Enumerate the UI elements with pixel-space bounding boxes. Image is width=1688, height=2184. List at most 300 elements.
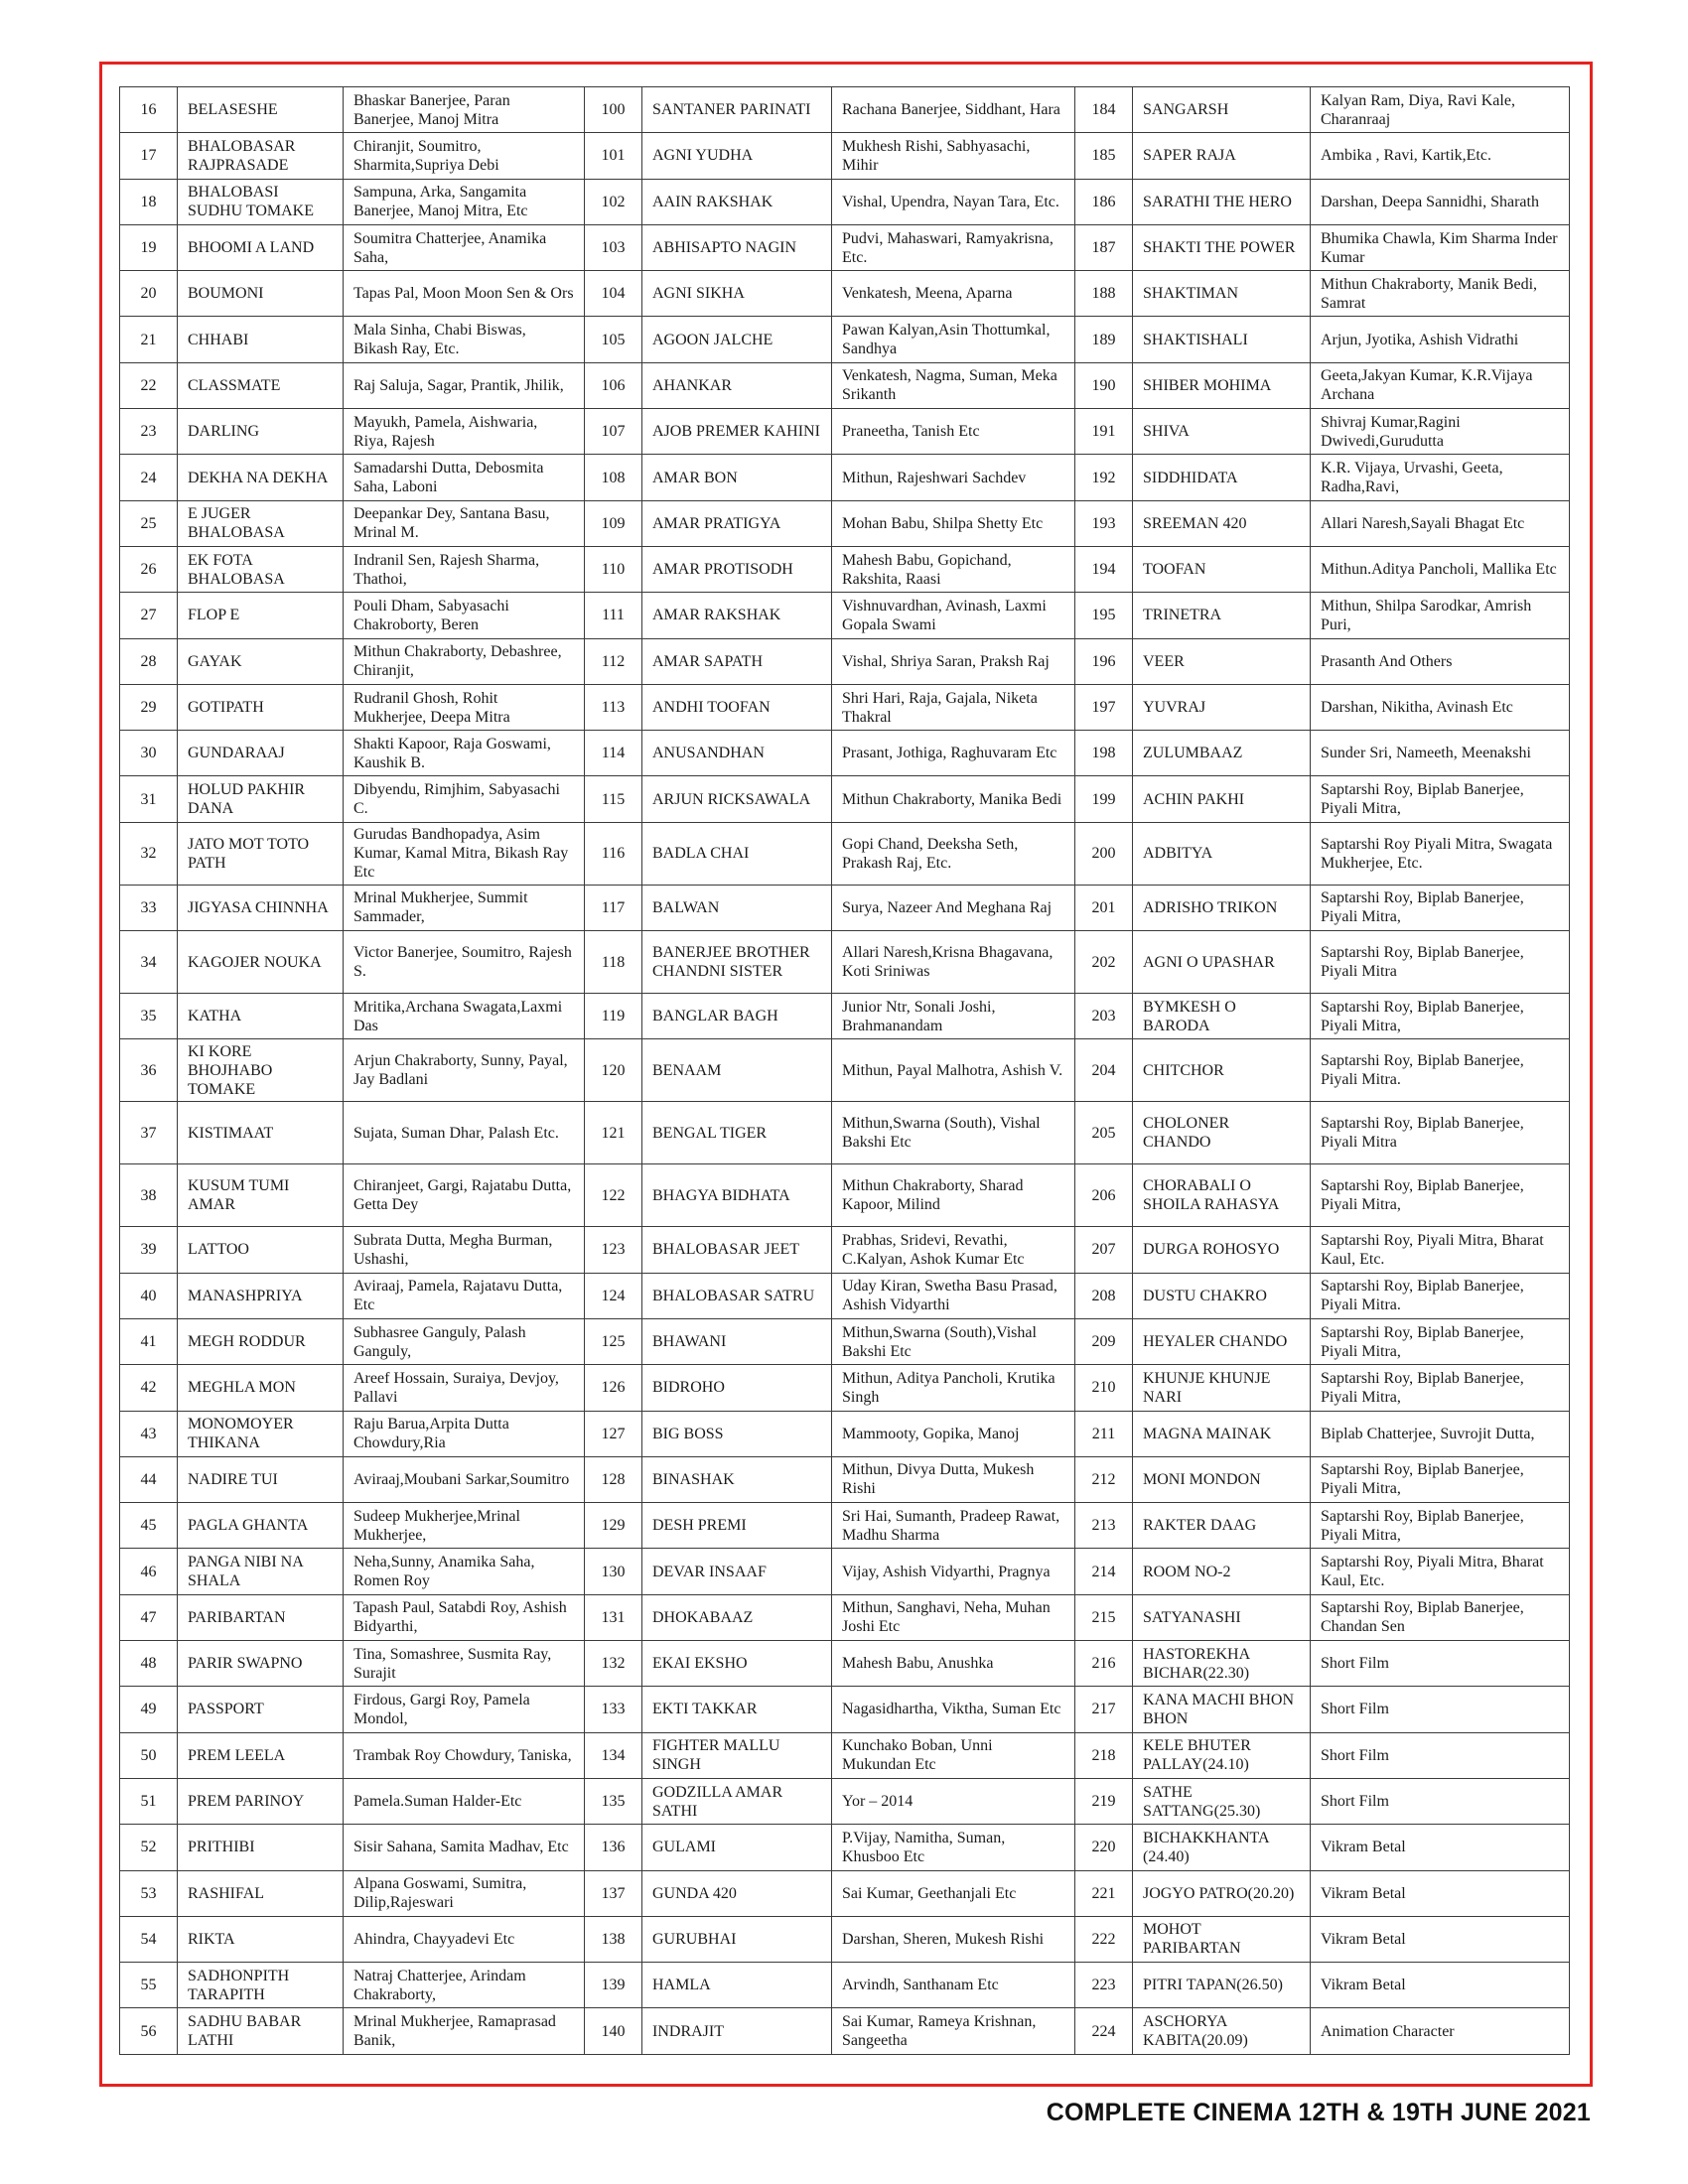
serial-number-cell: 202: [1075, 931, 1133, 994]
serial-number-cell: 138: [585, 1916, 642, 1962]
cast-cell: Mithun Chakraborty, Sharad Kapoor, Milind: [832, 1164, 1075, 1227]
serial-number-cell: 35: [120, 994, 178, 1039]
serial-number-cell: 18: [120, 179, 178, 224]
film-title-cell: MAGNA MAINAK: [1133, 1411, 1311, 1456]
film-title-cell: CHHABI: [178, 317, 344, 362]
cast-cell: Venkatesh, Meena, Aparna: [832, 271, 1075, 317]
serial-number-cell: 201: [1075, 885, 1133, 930]
serial-number-cell: 212: [1075, 1456, 1133, 1502]
table-row: [120, 1549, 1570, 1594]
serial-number-cell: 22: [120, 362, 178, 408]
film-title-cell: JATO MOT TOTO PATH: [178, 822, 344, 885]
table-row: [120, 776, 1570, 822]
cast-cell: Mithun, Sanghavi, Neha, Muhan Joshi Etc: [832, 1594, 1075, 1640]
film-title-cell: JIGYASA CHINNHA: [178, 885, 344, 930]
film-title-cell: AGOON JALCHE: [642, 317, 832, 362]
serial-number-cell: 136: [585, 1825, 642, 1870]
cast-cell: Saptarshi Roy, Biplab Banerjee, Piyali Mitra,: [1311, 1365, 1570, 1411]
serial-number-cell: 131: [585, 1594, 642, 1640]
serial-number-cell: 37: [120, 1102, 178, 1164]
serial-number-cell: 129: [585, 1503, 642, 1549]
cast-cell: Mithun, Rajeshwari Sachdev: [832, 455, 1075, 500]
film-title-cell: AHANKAR: [642, 362, 832, 408]
serial-number-cell: 104: [585, 271, 642, 317]
serial-number-cell: 194: [1075, 546, 1133, 592]
cast-cell: Areef Hossain, Suraiya, Devjoy, Pallavi: [344, 1365, 585, 1411]
cast-cell: Saptarshi Roy Piyali Mitra, Swagata Mukherjee, Etc.: [1311, 822, 1570, 885]
film-title-cell: GURUBHAI: [642, 1916, 832, 1962]
table-row: [120, 822, 1570, 885]
film-title-cell: MONOMOYER THIKANA: [178, 1411, 344, 1456]
film-title-cell: ADRISHO TRIKON: [1133, 885, 1311, 930]
serial-number-cell: 215: [1075, 1594, 1133, 1640]
serial-number-cell: 108: [585, 455, 642, 500]
film-title-cell: GUNDARAAJ: [178, 731, 344, 776]
film-title-cell: BELASESHE: [178, 87, 344, 133]
serial-number-cell: 137: [585, 1870, 642, 1916]
cast-cell: Sampuna, Arka, Sangamita Banerjee, Manoj Mitra, Etc: [344, 179, 585, 224]
cast-cell: Vishal, Shriya Saran, Praksh Raj: [832, 638, 1075, 684]
cast-cell: Deepankar Dey, Santana Basu, Mrinal M.: [344, 500, 585, 546]
table-row: [120, 1870, 1570, 1916]
table-row: [120, 1916, 1570, 1962]
film-title-cell: TRINETRA: [1133, 593, 1311, 638]
film-title-cell: DUSTU CHAKRO: [1133, 1273, 1311, 1318]
film-title-cell: SHIBER MOHIMA: [1133, 362, 1311, 408]
serial-number-cell: 220: [1075, 1825, 1133, 1870]
cast-cell: Saptarshi Roy, Biplab Banerjee, Piyali Mitra: [1311, 1102, 1570, 1164]
cast-cell: Rachana Banerjee, Siddhant, Hara: [832, 87, 1075, 133]
film-title-cell: BANGLAR BAGH: [642, 994, 832, 1039]
table-row: [120, 1411, 1570, 1456]
serial-number-cell: 26: [120, 546, 178, 592]
serial-number-cell: 48: [120, 1641, 178, 1687]
cast-cell: Rudranil Ghosh, Rohit Mukherjee, Deepa Mitra: [344, 684, 585, 730]
serial-number-cell: 120: [585, 1039, 642, 1102]
cast-cell: Prabhas, Sridevi, Revathi, C.Kalyan, Ashok Kumar Etc: [832, 1227, 1075, 1273]
table-row: [120, 638, 1570, 684]
film-title-cell: BHALOBASAR SATRU: [642, 1273, 832, 1318]
film-title-cell: AAIN RAKSHAK: [642, 179, 832, 224]
film-title-cell: FIGHTER MALLU SINGH: [642, 1732, 832, 1778]
serial-number-cell: 188: [1075, 271, 1133, 317]
cast-cell: Allari Naresh,Sayali Bhagat Etc: [1311, 500, 1570, 546]
film-title-cell: HOLUD PAKHIR DANA: [178, 776, 344, 822]
serial-number-cell: 214: [1075, 1549, 1133, 1594]
serial-number-cell: 19: [120, 224, 178, 270]
film-title-cell: GULAMI: [642, 1825, 832, 1870]
cast-cell: Short Film: [1311, 1778, 1570, 1824]
serial-number-cell: 53: [120, 1870, 178, 1916]
film-title-cell: ACHIN PAKHI: [1133, 776, 1311, 822]
serial-number-cell: 208: [1075, 1273, 1133, 1318]
serial-number-cell: 34: [120, 931, 178, 994]
serial-number-cell: 195: [1075, 593, 1133, 638]
cast-cell: Chiranjit, Soumitro, Sharmita,Supriya Debi: [344, 133, 585, 179]
serial-number-cell: 189: [1075, 317, 1133, 362]
cast-cell: Allari Naresh,Krisna Bhagavana, Koti Sriniwas: [832, 931, 1075, 994]
cast-cell: Mammooty, Gopika, Manoj: [832, 1411, 1075, 1456]
serial-number-cell: 23: [120, 409, 178, 455]
film-title-cell: PRITHIBI: [178, 1825, 344, 1870]
film-title-cell: ABHISAPTO NAGIN: [642, 224, 832, 270]
serial-number-cell: 46: [120, 1549, 178, 1594]
table-row: [120, 1039, 1570, 1102]
cast-cell: Mithun, Payal Malhotra, Ashish V.: [832, 1039, 1075, 1102]
serial-number-cell: 101: [585, 133, 642, 179]
film-title-cell: BENAAM: [642, 1039, 832, 1102]
serial-number-cell: 133: [585, 1687, 642, 1732]
cast-cell: Saptarshi Roy, Biplab Banerjee, Piyali Mitra,: [1311, 994, 1570, 1039]
film-title-cell: BIDROHO: [642, 1365, 832, 1411]
table-row: [120, 133, 1570, 179]
serial-number-cell: 186: [1075, 179, 1133, 224]
film-title-cell: PREM PARINOY: [178, 1778, 344, 1824]
cast-cell: Sunder Sri, Nameeth, Meenakshi: [1311, 731, 1570, 776]
cast-cell: Indranil Sen, Rajesh Sharma, Thathoi,: [344, 546, 585, 592]
serial-number-cell: 117: [585, 885, 642, 930]
cast-cell: Vikram Betal: [1311, 1963, 1570, 2008]
table-row: [120, 2008, 1570, 2054]
film-title-cell: DEVAR INSAAF: [642, 1549, 832, 1594]
film-title-cell: INDRAJIT: [642, 2008, 832, 2054]
film-title-cell: ROOM NO-2: [1133, 1549, 1311, 1594]
cast-cell: Prasant, Jothiga, Raghuvaram Etc: [832, 731, 1075, 776]
cast-cell: Subhasree Ganguly, Palash Ganguly,: [344, 1318, 585, 1364]
table-row: [120, 409, 1570, 455]
serial-number-cell: 218: [1075, 1732, 1133, 1778]
cast-cell: Gurudas Bandhopadya, Asim Kumar, Kamal Mitra, Bikash Ray Etc: [344, 822, 585, 885]
serial-number-cell: 21: [120, 317, 178, 362]
film-title-cell: SHIVA: [1133, 409, 1311, 455]
cast-cell: Sri Hai, Sumanth, Pradeep Rawat, Madhu Sharma: [832, 1503, 1075, 1549]
cast-cell: Saptarshi Roy, Biplab Banerjee, Piyali Mitra,: [1311, 1456, 1570, 1502]
film-title-cell: KAGOJER NOUKA: [178, 931, 344, 994]
cast-cell: Mithun Chakraborty, Debashree, Chiranjit,: [344, 638, 585, 684]
table-row: [120, 1732, 1570, 1778]
cast-cell: Tapash Paul, Satabdi Roy, Ashish Bidyarthi,: [344, 1594, 585, 1640]
serial-number-cell: 217: [1075, 1687, 1133, 1732]
film-title-cell: BENGAL TIGER: [642, 1102, 832, 1164]
cast-cell: Saptarshi Roy, Biplab Banerjee, Piyali Mitra.: [1311, 1039, 1570, 1102]
serial-number-cell: 17: [120, 133, 178, 179]
cast-cell: Bhumika Chawla, Kim Sharma Inder Kumar: [1311, 224, 1570, 270]
serial-number-cell: 115: [585, 776, 642, 822]
cast-cell: Yor – 2014: [832, 1778, 1075, 1824]
serial-number-cell: 109: [585, 500, 642, 546]
serial-number-cell: 187: [1075, 224, 1133, 270]
film-title-cell: E JUGER BHALOBASA: [178, 500, 344, 546]
serial-number-cell: 185: [1075, 133, 1133, 179]
cast-cell: Chiranjeet, Gargi, Rajatabu Dutta, Getta Dey: [344, 1164, 585, 1227]
cast-cell: Mithun,Swarna (South),Vishal Bakshi Etc: [832, 1318, 1075, 1364]
cast-cell: Vikram Betal: [1311, 1916, 1570, 1962]
film-title-cell: HASTOREKHA BICHAR(22.30): [1133, 1641, 1311, 1687]
table-row: [120, 1273, 1570, 1318]
table-row: [120, 1825, 1570, 1870]
serial-number-cell: 29: [120, 684, 178, 730]
film-title-cell: GOTIPATH: [178, 684, 344, 730]
film-title-cell: KUSUM TUMI AMAR: [178, 1164, 344, 1227]
serial-number-cell: 20: [120, 271, 178, 317]
serial-number-cell: 119: [585, 994, 642, 1039]
film-title-cell: AMAR PROTISODH: [642, 546, 832, 592]
serial-number-cell: 41: [120, 1318, 178, 1364]
serial-number-cell: 28: [120, 638, 178, 684]
serial-number-cell: 121: [585, 1102, 642, 1164]
film-title-cell: PASSPORT: [178, 1687, 344, 1732]
serial-number-cell: 210: [1075, 1365, 1133, 1411]
film-title-cell: BIG BOSS: [642, 1411, 832, 1456]
table-row: [120, 1227, 1570, 1273]
cast-cell: Mahesh Babu, Gopichand, Rakshita, Raasi: [832, 546, 1075, 592]
cast-cell: Darshan, Deepa Sannidhi, Sharath: [1311, 179, 1570, 224]
cast-cell: Geeta,Jakyan Kumar, K.R.Vijaya Archana: [1311, 362, 1570, 408]
film-title-cell: CHOLONER CHANDO: [1133, 1102, 1311, 1164]
film-title-cell: MOHOT PARIBARTAN: [1133, 1916, 1311, 1962]
film-title-cell: KATHA: [178, 994, 344, 1039]
serial-number-cell: 33: [120, 885, 178, 930]
serial-number-cell: 24: [120, 455, 178, 500]
film-title-cell: RASHIFAL: [178, 1870, 344, 1916]
serial-number-cell: 216: [1075, 1641, 1133, 1687]
cast-cell: Mithun, Shilpa Sarodkar, Amrish Puri,: [1311, 593, 1570, 638]
cast-cell: Saptarshi Roy, Biplab Banerjee, Piyali Mitra,: [1311, 776, 1570, 822]
film-title-cell: BYMKESH O BARODA: [1133, 994, 1311, 1039]
film-title-cell: BOUMONI: [178, 271, 344, 317]
cast-cell: Saptarshi Roy, Biplab Banerjee, Piyali Mitra,: [1311, 1164, 1570, 1227]
cast-cell: Victor Banerjee, Soumitro, Rajesh S.: [344, 931, 585, 994]
table-row: [120, 1164, 1570, 1227]
film-title-cell: AGNI SIKHA: [642, 271, 832, 317]
cast-cell: Mithun, Aditya Pancholi, Krutika Singh: [832, 1365, 1075, 1411]
serial-number-cell: 105: [585, 317, 642, 362]
film-title-cell: AGNI O UPASHAR: [1133, 931, 1311, 994]
film-title-cell: MEGH RODDUR: [178, 1318, 344, 1364]
film-title-cell: AJOB PREMER KAHINI: [642, 409, 832, 455]
cast-cell: Kalyan Ram, Diya, Ravi Kale, Charanraaj: [1311, 87, 1570, 133]
cast-cell: Natraj Chatterjee, Arindam Chakraborty,: [344, 1963, 585, 2008]
cast-cell: Arvindh, Santhanam Etc: [832, 1963, 1075, 2008]
serial-number-cell: 113: [585, 684, 642, 730]
serial-number-cell: 221: [1075, 1870, 1133, 1916]
cast-cell: Biplab Chatterjee, Suvrojit Dutta,: [1311, 1411, 1570, 1456]
cast-cell: Short Film: [1311, 1687, 1570, 1732]
serial-number-cell: 197: [1075, 684, 1133, 730]
serial-number-cell: 31: [120, 776, 178, 822]
cast-cell: Vijay, Ashish Vidyarthi, Pragnya: [832, 1549, 1075, 1594]
serial-number-cell: 43: [120, 1411, 178, 1456]
film-title-cell: AMAR SAPATH: [642, 638, 832, 684]
cast-cell: Raju Barua,Arpita Dutta Chowdury,Ria: [344, 1411, 585, 1456]
film-title-cell: SAPER RAJA: [1133, 133, 1311, 179]
film-title-cell: PARIR SWAPNO: [178, 1641, 344, 1687]
table-row: [120, 1456, 1570, 1502]
serial-number-cell: 128: [585, 1456, 642, 1502]
serial-number-cell: 44: [120, 1456, 178, 1502]
serial-number-cell: 207: [1075, 1227, 1133, 1273]
cast-cell: Shakti Kapoor, Raja Goswami, Kaushik B.: [344, 731, 585, 776]
serial-number-cell: 102: [585, 179, 642, 224]
cast-cell: Pudvi, Mahaswari, Ramyakrisna, Etc.: [832, 224, 1075, 270]
serial-number-cell: 32: [120, 822, 178, 885]
cast-cell: Mritika,Archana Swagata,Laxmi Das: [344, 994, 585, 1039]
serial-number-cell: 209: [1075, 1318, 1133, 1364]
table-row: [120, 593, 1570, 638]
serial-number-cell: 52: [120, 1825, 178, 1870]
cast-cell: Trambak Roy Chowdury, Taniska,: [344, 1732, 585, 1778]
film-title-cell: KANA MACHI BHON BHON: [1133, 1687, 1311, 1732]
cast-cell: Aviraaj,Moubani Sarkar,Soumitro: [344, 1456, 585, 1502]
serial-number-cell: 50: [120, 1732, 178, 1778]
serial-number-cell: 45: [120, 1503, 178, 1549]
table-row: [120, 1365, 1570, 1411]
film-title-cell: SARATHI THE HERO: [1133, 179, 1311, 224]
cast-cell: Saptarshi Roy, Piyali Mitra, Bharat Kaul, Etc.: [1311, 1227, 1570, 1273]
serial-number-cell: 124: [585, 1273, 642, 1318]
cast-cell: Tina, Somashree, Susmita Ray, Surajit: [344, 1641, 585, 1687]
serial-number-cell: 134: [585, 1732, 642, 1778]
serial-number-cell: 100: [585, 87, 642, 133]
film-title-cell: BALWAN: [642, 885, 832, 930]
table-row: [120, 731, 1570, 776]
cast-cell: Aviraaj, Pamela, Rajatavu Dutta, Etc: [344, 1273, 585, 1318]
cast-cell: Uday Kiran, Swetha Basu Prasad, Ashish Vidyarthi: [832, 1273, 1075, 1318]
table-row: [120, 362, 1570, 408]
cast-cell: Saptarshi Roy, Biplab Banerjee, Piyali Mitra,: [1311, 885, 1570, 930]
cast-cell: Short Film: [1311, 1732, 1570, 1778]
film-title-cell: SHAKTI THE POWER: [1133, 224, 1311, 270]
table-row: [120, 317, 1570, 362]
cast-cell: Vishal, Upendra, Nayan Tara, Etc.: [832, 179, 1075, 224]
cast-cell: Praneetha, Tanish Etc: [832, 409, 1075, 455]
film-title-cell: HAMLA: [642, 1963, 832, 2008]
film-title-cell: KISTIMAAT: [178, 1102, 344, 1164]
serial-number-cell: 200: [1075, 822, 1133, 885]
cast-cell: Darshan, Sheren, Mukesh Rishi: [832, 1916, 1075, 1962]
serial-number-cell: 55: [120, 1963, 178, 2008]
film-title-cell: BHALOBASI SUDHU TOMAKE: [178, 179, 344, 224]
cast-cell: Kunchako Boban, Unni Mukundan Etc: [832, 1732, 1075, 1778]
cast-cell: Mithun.Aditya Pancholi, Mallika Etc: [1311, 546, 1570, 592]
cast-cell: Saptarshi Roy, Biplab Banerjee, Piyali Mitra,: [1311, 1318, 1570, 1364]
film-title-cell: SADHU BABAR LATHI: [178, 2008, 344, 2054]
film-title-cell: TOOFAN: [1133, 546, 1311, 592]
cast-cell: Pawan Kalyan,Asin Thottumkal, Sandhya: [832, 317, 1075, 362]
cast-cell: Sudeep Mukherjee,Mrinal Mukherjee,: [344, 1503, 585, 1549]
film-title-cell: GAYAK: [178, 638, 344, 684]
serial-number-cell: 213: [1075, 1503, 1133, 1549]
cast-cell: Saptarshi Roy, Biplab Banerjee, Piyali Mitra,: [1311, 1503, 1570, 1549]
film-title-cell: AMAR RAKSHAK: [642, 593, 832, 638]
film-title-cell: KI KORE BHOJHABO TOMAKE: [178, 1039, 344, 1102]
cast-cell: Vikram Betal: [1311, 1870, 1570, 1916]
film-title-cell: DURGA ROHOSYO: [1133, 1227, 1311, 1273]
serial-number-cell: 139: [585, 1963, 642, 2008]
cast-cell: Samadarshi Dutta, Debosmita Saha, Laboni: [344, 455, 585, 500]
serial-number-cell: 116: [585, 822, 642, 885]
film-title-cell: YUVRAJ: [1133, 684, 1311, 730]
serial-number-cell: 42: [120, 1365, 178, 1411]
cast-cell: Saptarshi Roy, Piyali Mitra, Bharat Kaul, Etc.: [1311, 1549, 1570, 1594]
film-title-cell: ANDHI TOOFAN: [642, 684, 832, 730]
film-title-cell: PAGLA GHANTA: [178, 1503, 344, 1549]
serial-number-cell: 27: [120, 593, 178, 638]
table-row: [120, 684, 1570, 730]
film-title-cell: AGNI YUDHA: [642, 133, 832, 179]
cast-cell: Soumitra Chatterjee, Anamika Saha,: [344, 224, 585, 270]
serial-number-cell: 36: [120, 1039, 178, 1102]
film-title-cell: BHALOBASAR RAJPRASADE: [178, 133, 344, 179]
serial-number-cell: 198: [1075, 731, 1133, 776]
serial-number-cell: 114: [585, 731, 642, 776]
film-title-cell: BANERJEE BROTHER CHANDNI SISTER: [642, 931, 832, 994]
cast-cell: Mithun, Divya Dutta, Mukesh Rishi: [832, 1456, 1075, 1502]
film-title-cell: HEYALER CHANDO: [1133, 1318, 1311, 1364]
film-title-cell: AMAR PRATIGYA: [642, 500, 832, 546]
table-row: [120, 885, 1570, 930]
serial-number-cell: 204: [1075, 1039, 1133, 1102]
film-title-cell: CLASSMATE: [178, 362, 344, 408]
cast-cell: Subrata Dutta, Megha Burman, Ushashi,: [344, 1227, 585, 1273]
serial-number-cell: 190: [1075, 362, 1133, 408]
film-title-cell: GODZILLA AMAR SATHI: [642, 1778, 832, 1824]
cast-cell: Arjun Chakraborty, Sunny, Payal, Jay Badlani: [344, 1039, 585, 1102]
film-title-cell: SREEMAN 420: [1133, 500, 1311, 546]
serial-number-cell: 54: [120, 1916, 178, 1962]
serial-number-cell: 222: [1075, 1916, 1133, 1962]
cast-cell: Mithun Chakraborty, Manik Bedi, Samrat: [1311, 271, 1570, 317]
serial-number-cell: 199: [1075, 776, 1133, 822]
film-title-cell: PANGA NIBI NA SHALA: [178, 1549, 344, 1594]
table-row: [120, 931, 1570, 994]
film-title-cell: CHITCHOR: [1133, 1039, 1311, 1102]
serial-number-cell: 38: [120, 1164, 178, 1227]
cast-cell: Firdous, Gargi Roy, Pamela Mondol,: [344, 1687, 585, 1732]
film-title-cell: DEKHA NA DEKHA: [178, 455, 344, 500]
table-row: [120, 1503, 1570, 1549]
serial-number-cell: 106: [585, 362, 642, 408]
cast-cell: Sujata, Suman Dhar, Palash Etc.: [344, 1102, 585, 1164]
film-title-cell: SIDDHIDATA: [1133, 455, 1311, 500]
film-title-cell: ZULUMBAAZ: [1133, 731, 1311, 776]
cast-cell: Animation Character: [1311, 2008, 1570, 2054]
footer-title: COMPLETE CINEMA 12TH & 19TH JUNE 2021: [1046, 2099, 1591, 2126]
film-title-cell: DHOKABAAZ: [642, 1594, 832, 1640]
film-title-cell: CHORABALI O SHOILA RAHASYA: [1133, 1164, 1311, 1227]
cast-cell: Pouli Dham, Sabyasachi Chakroborty, Beren: [344, 593, 585, 638]
cast-cell: Mrinal Mukherjee, Ramaprasad Banik,: [344, 2008, 585, 2054]
cast-cell: Shri Hari, Raja, Gajala, Niketa Thakral: [832, 684, 1075, 730]
serial-number-cell: 191: [1075, 409, 1133, 455]
film-title-cell: DESH PREMI: [642, 1503, 832, 1549]
film-title-cell: FLOP E: [178, 593, 344, 638]
film-title-cell: EKAI EKSHO: [642, 1641, 832, 1687]
cast-cell: Vishnuvardhan, Avinash, Laxmi Gopala Swami: [832, 593, 1075, 638]
film-title-cell: ASCHORYA KABITA(20.09): [1133, 2008, 1311, 2054]
film-title-cell: PREM LEELA: [178, 1732, 344, 1778]
serial-number-cell: 130: [585, 1549, 642, 1594]
film-title-cell: ARJUN RICKSAWALA: [642, 776, 832, 822]
film-title-cell: EK FOTA BHALOBASA: [178, 546, 344, 592]
serial-number-cell: 205: [1075, 1102, 1133, 1164]
cast-cell: Surya, Nazeer And Meghana Raj: [832, 885, 1075, 930]
serial-number-cell: 126: [585, 1365, 642, 1411]
cast-cell: K.R. Vijaya, Urvashi, Geeta, Radha,Ravi,: [1311, 455, 1570, 500]
film-title-cell: NADIRE TUI: [178, 1456, 344, 1502]
cast-cell: Sisir Sahana, Samita Madhav, Etc: [344, 1825, 585, 1870]
table-row: [120, 1963, 1570, 2008]
